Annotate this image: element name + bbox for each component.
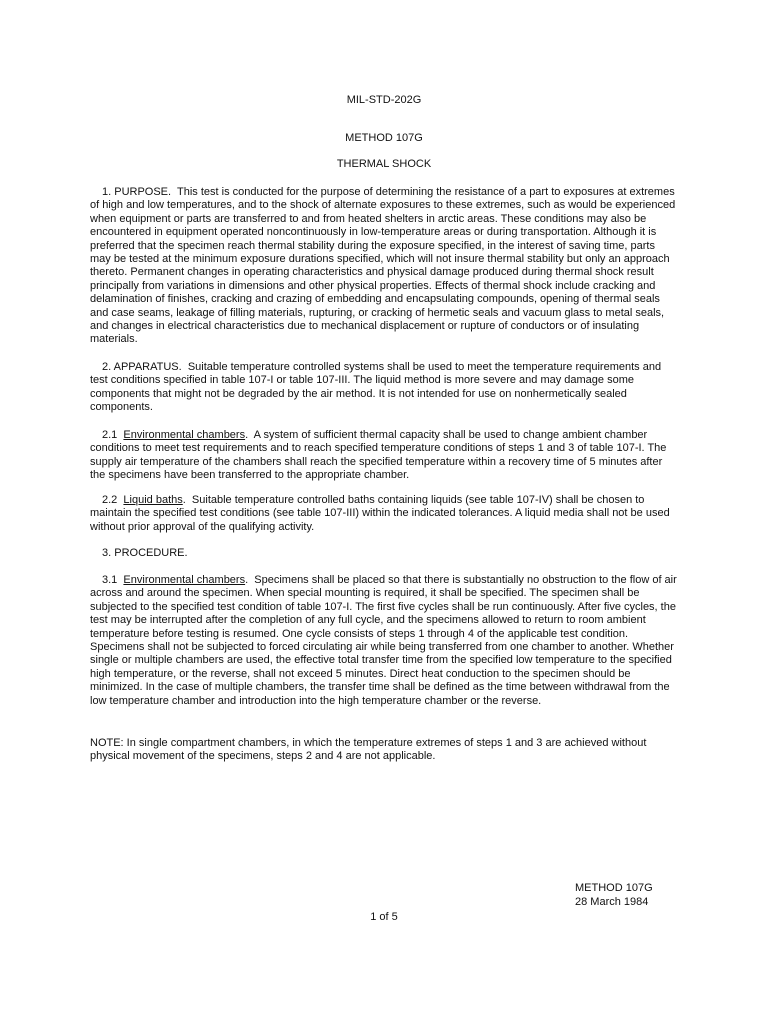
liquid-baths-number: 2.2 <box>102 494 118 506</box>
liquid-baths-text: Suitable temperature controlled baths containing liquids (see table 107-IV) shall be chosen to maintain the specified test conditions (see table 107-III) within the indicated tolerances. A liquid media shall not be used without prior approval of the qualifying activity. <box>90 494 670 533</box>
footer-method: METHOD 107G <box>575 882 653 894</box>
liquid-baths-paragraph: 2.2 Liquid baths. Suitable temperature controlled baths containing liquids (see table 107-IV) shall be chosen to maintain the specified test conditions (see table 107-III) within the indicated tolerances. A liquid media shall not be used without prior approval of the qualifying activity. <box>90 494 670 533</box>
page-title: THERMAL SHOCK <box>336 158 432 170</box>
liquid-baths-heading: Liquid baths <box>123 494 183 506</box>
proc-env-chambers-paragraph: 3.1 Environmental chambers. Specimens shall be placed so that there is substantially no obstruction to the flow of air across and around the specimen. When special mounting is required, it shall be specified. The specimen shall be subjected to the specified test condition of table 107-I. The first five cycles shall be run continuously. After five cycles, the test may be interrupted after the completion of any full cycle, and the specimens allowed to return to room ambient temperature before testing is resumed. One cycle consists of steps 1 through 4 of the applicable test condition. Specimens shall not be subjected to forced circulating air while being transferred from one chamber to another. Whether single or multiple chambers are used, the effective total transfer time from the specified low temperature to the specified high temperature, or the reverse, shall not exceed 5 minutes. Direct heat conduction to the specimen should be minimized. In the case of multiple chambers, the transfer time shall be defined as the time between withdrawal from the low temperature chamber and introduction into the high temperature chamber or the reverse. <box>90 574 677 707</box>
procedure-section <box>90 547 678 560</box>
purpose-paragraph <box>90 186 678 347</box>
method-heading: METHOD 107G <box>345 132 423 144</box>
purpose-text: This test is conducted for the purpose of determining the resistance of a part to exposures at extremes of high and low temperatures, and to the shock of alternate exposures to these extremes, such as would be experienced when equipment or parts are transferred to and from heated shelters in arctic areas. These conditions may also be encountered in equipment operated noncontinuously in low-temperature areas or during transportation. Although it is preferred that the specimen reach thermal stability during the exposure specified, in the interest of saving time, parts may be tested at the minimum exposure durations specified, which will not insure thermal stability but only an approach thereto. Permanent changes in operating characteristics and physical damage produced during thermal shock result principally from variations in dimensions and other physical properties. Effects of thermal shock include cracking and delamination of finishes, cracking and crazing of embedding and encapsulating compounds, opening of thermal seals and case seams, leakage of filling materials, rupturing, or cracking of hermetic seals and vacuum glass to metal seals, and changes in electrical characteristics due to mechanical displacement or rupture of conductors or of insulating materials. <box>90 186 676 346</box>
proc-env-chambers-section <box>90 574 678 708</box>
note-paragraph: NOTE: In single compartment chambers, in which the temperature extremes of steps 1 and 3 are achieved without physical movement of the specimens, steps 2 and 4 are not applicable. <box>90 737 647 763</box>
footer-date: 28 March 1984 <box>575 896 649 908</box>
purpose-lead: 1. PURPOSE. <box>102 186 172 198</box>
env-chambers-section <box>90 429 678 483</box>
procedure-heading: 3. PROCEDURE. <box>102 547 188 559</box>
purpose-section <box>90 186 678 347</box>
env-chambers-number: 2.1 <box>102 429 118 441</box>
apparatus-paragraph <box>90 361 678 415</box>
env-chambers-paragraph: 2.1 Environmental chambers. A system of sufficient thermal capacity shall be used to change ambient chamber conditions to meet test requirements and to reach specified temperature conditions of steps 1 and 3 of table 107-I. The supply air temperature of the chambers shall reach the specified temperature within a recovery time of 5 minutes after the specimens have been transferred to the appropriate chamber. <box>90 429 667 482</box>
apparatus-text: Suitable temperature controlled systems shall be used to meet the temperature requirements and test conditions specified in table 107-I or table 107-III. The liquid method is more severe and may damage some components that might not be degraded by the air method. It is not intended for use on nonhermetically sealed components. <box>90 361 662 414</box>
proc-env-chambers-text: Specimens shall be placed so that there is substantially no obstruction to the flow of air across and around the specimen. When special mounting is required, it shall be specified. The specimen shall be subjected to the specified test condition of table 107-I. The first five cycles shall be run continuously. After five cycles, the test may be interrupted after the completion of any full cycle, and the specimens allowed to return to room ambient temperature before testing is resumed. One cycle consists of steps 1 through 4 of the applicable test condition. Specimens shall not be subjected to forced circulating air while being transferred from one chamber to another. Whether single or multiple chambers are used, the effective total transfer time from the specified low temperature to the specified high temperature, or the reverse, shall not exceed 5 minutes. Direct heat conduction to the specimen should be minimized. In the case of multiple chambers, the transfer time shall be defined as the time between withdrawal from the low temperature chamber and introduction into the high temperature chamber or the reverse. <box>90 574 677 707</box>
liquid-baths-section <box>90 494 678 534</box>
env-chambers-text: A system of sufficient thermal capacity shall be used to change ambient chamber conditions to meet test requirements and to reach specified temperature conditions of steps 1 and 3 of table 107-I. The supply air temperature of the chambers shall reach the specified temperature within a recovery time of 5 minutes after the specimens have been transferred to the appropriate chamber. <box>90 429 667 482</box>
apparatus-section <box>90 361 678 415</box>
document-id: MIL-STD-202G <box>346 94 422 106</box>
proc-env-chambers-number: 3.1 <box>102 574 118 586</box>
note-section <box>90 737 678 764</box>
proc-env-chambers-heading: Environmental chambers <box>123 574 246 586</box>
page-number: 1 of 5 <box>370 911 398 923</box>
env-chambers-heading: Environmental chambers <box>123 429 246 441</box>
apparatus-lead: 2. APPARATUS. <box>102 361 182 373</box>
